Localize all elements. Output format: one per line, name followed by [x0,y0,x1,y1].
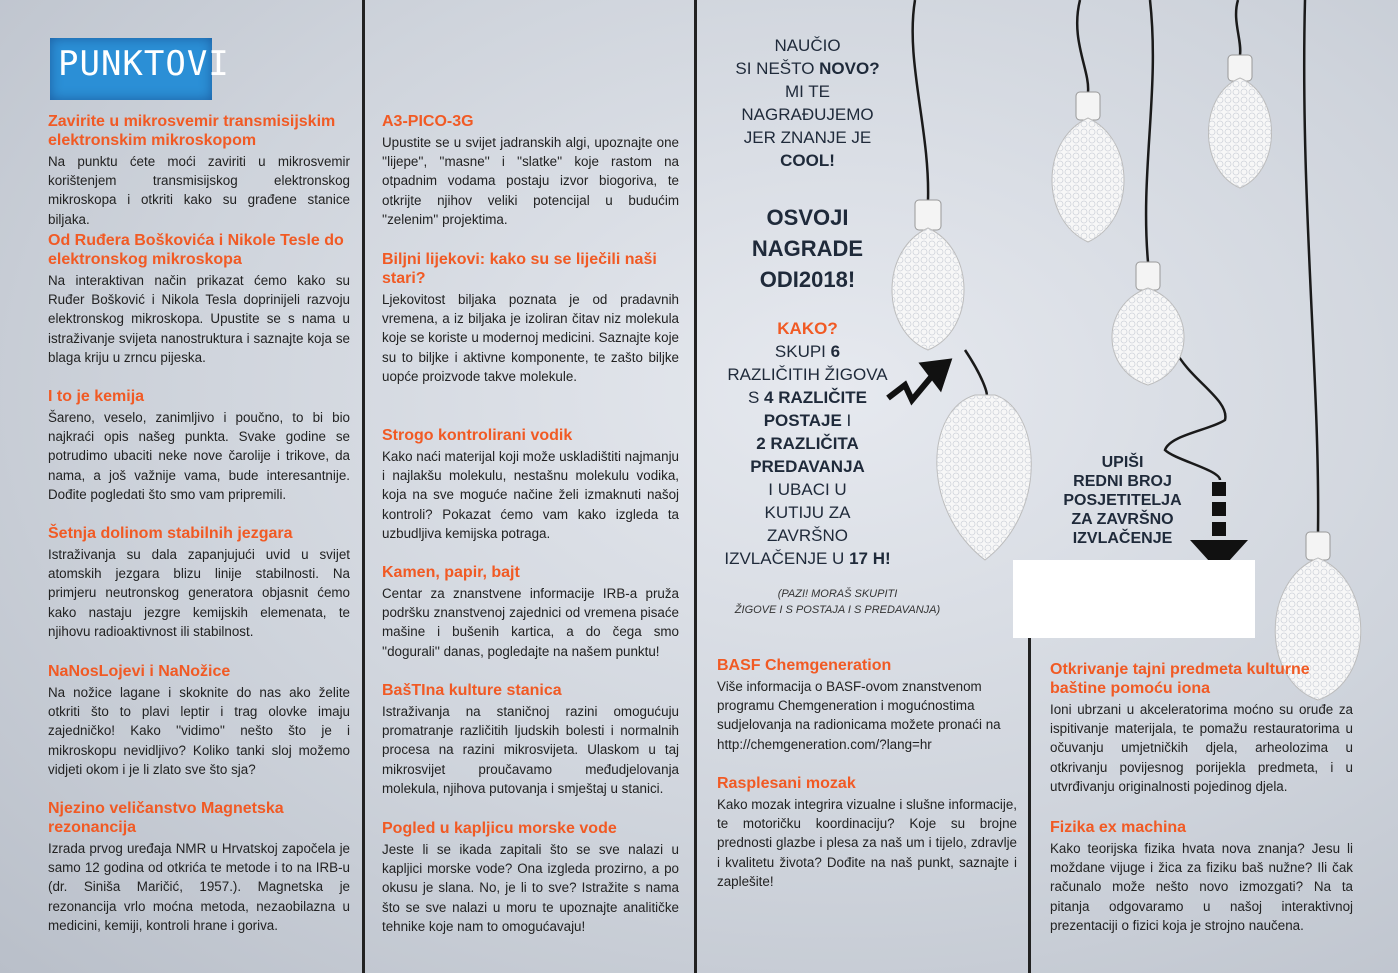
how-bold: PREDAVANJA [750,457,865,476]
how-text: IZVLAČENJE U [724,549,850,568]
section-text: Upustite se u svijet jadranskih algi, upoznajte one ''lijepe'', ''masne'' i ''slatke'' koje rastom na otpadnim vodama postaju izvor biogoriva, te otkrijte njihov veliki potencijal u budućim ''zelenim'' projektima. [382,135,679,227]
how-text: SKUPI [774,342,831,361]
section-col3-0 [717,656,1017,754]
section-text: Na interaktivan način prikazat ćemo kako su Ruđer Bošković i Nikola Tesla doprinijeli razvoju elektronskog mikroskopa. Upustite se s nama u istraživanje svijeta nanostruktura i saznajte koja se blaga kriju u zrncu pijeska. [48,273,350,365]
section-heading: Šetnja dolinom stabilnih jezgara [48,525,293,542]
how-text: I [841,411,852,430]
lightbulb-icon [892,200,964,350]
section-heading: BašTIna kulture stanica [382,682,562,699]
section-col1-1 [48,231,350,367]
section-col1-0 [48,112,350,229]
section-text: Na nožice lagane i skoknite do nas ako želite otkriti što to plavi leptir i trag olovke imaju zajedničko! Kako ''vidimo'' nešto što je i mikroskopu nevidljivo? Koliko tanki sloj možemo vidjeti okom i je li zlato sve što sja? [48,685,350,777]
promo-intro [715,34,900,172]
section-text: Kako mozak integrira vizualne i slušne informacije, te motoričku koordinaciju? Koje su brojne prednosti glazbe i plesa za naš um i tijelo, zdravlje i kvalitetu života? Dođite na naš punkt, saznajte i zaplešite! [717,797,1017,889]
section-col1-4 [48,662,350,779]
section-text: Izrada prvog uređaja NMR u Hrvatskoj započela je samo 12 godina od otkrića te metode i to na IRB-u (dr. Siniša Maričić, 1957.). Magnetska je rezonancija vrlo moćna metoda, nezaobilazna u medicini, kemiji, kontroli hrane i goriva. [48,841,350,933]
how-line: I UBACI U [768,480,847,499]
how-bold: 4 RAZLIČITE [764,388,867,407]
section-text: Više informacija o BASF-ovom znanstvenom programu Chemgeneration i mogućnostima sudjelovanja na radionicama možete pronaći na http://chemgeneration.com/?lang=hr [717,679,1001,752]
how-line [715,409,900,432]
how-bold: 6 [830,342,841,361]
section-heading: Njezino veličanstvo Magnetska rezonancija [48,800,284,836]
section-text: Istraživanja na staničnoj razini omogućuju promatranje različitih ljudskih bolesti i normalnih procesa na razini mikrosvijeta. Ulaskom u taj mikrosvijet proučavamo međudjelovanja molekula, njihova putovanja i smještaj u stanici. [382,704,679,796]
how-line [715,386,900,409]
headline-line: ODI2018! [759,267,856,292]
section-text: Ioni ubrzani u akceleratorima moćno su oruđe za ispitivanje materijala, te pomažu restauratorima u očuvanju umjetničkih djela, arheolozima u otkrivanju povijesnog porijekla predmeta, i u utvrđivanju originalnosti pojedinog djela. [1050,702,1353,794]
section-col1-3 [48,524,350,641]
promo-text: SI NEŠTO [735,59,820,78]
section-text: Na punktu ćete moći zaviriti u mikrosvemir korištenjem transmisijskog elektronskog mikroskopa i otkriti kako su građene stanice biljaka. [48,154,350,227]
section-text: Kako naći materijal koji može uskladištiti najmanju i najlakšu molekulu, nestašnu molekulu vodika, koja na sve moguće načine želi izmaknuti našoj kontroli? Pokazat ćemo vam kako izgleda ta uzbudljiva kemijska potraga. [382,449,679,541]
section-heading: Pogled u kapljicu morske vode [382,820,617,837]
how-text: S [747,388,765,407]
how-line: ZAVRŠNO [767,526,848,545]
section-col2-1 [382,250,679,386]
headline-line: OSVOJI [766,205,849,230]
prompt-line: UPIŠI [1101,454,1144,471]
promo-headline [715,202,900,295]
how-heading: KAKO? [777,319,838,338]
promo-bold: COOL! [780,151,835,170]
how-line [715,432,900,455]
section-text: Istraživanja su dala zapanjujući uvid u svijet atomskih jezgara blizu linije stabilnosti. Na primjeru neutronskog generatora objasnit ćemo kako nastaju jezgre kemijskih elemenata, te njihovu radioaktivnost ili stabilnost. [48,547,350,639]
visitor-number-box[interactable] [1013,560,1255,638]
section-heading: NaNosLojevi i NaNožice [48,663,231,680]
section-heading: Kamen, papir, bajt [382,564,520,581]
section-col2-2 [382,426,679,543]
section-heading: I to je kemija [48,388,145,405]
section-col4-1 [1050,818,1353,935]
promo-line: JER ZNANJE JE [743,128,872,147]
section-text: Ljekovitost biljaka poznata je od pradavnih vremena, a iz biljaka je izoliran čitav niz molekula koje se koriste u modernoj medicini. Saznajte koje su to biljke i aktivne komponente, te zašto biljke uopće proizvode takve molekule. [382,292,679,384]
how-line: RAZLIČITIH ŽIGOVA [727,365,888,384]
promo-line: NAGRAĐUJEMO [741,105,874,124]
section-col3-1 [717,774,1017,891]
how-line [715,455,900,478]
section-text: Šareno, veselo, zanimljivo i poučno, to bi bio najkraći opis našeg punkta. Svake godine se potrudimo ubaciti neke nove čarolije i trikove, da nama, a još važnije vama, bude interesantnije. Dođite pogledati što smo vam pripremili. [48,410,350,502]
how-bold: POSTAJE [763,411,842,430]
section-heading: Rasplesani mozak [717,775,856,792]
section-heading: Od Ruđera Boškovića i Nikole Tesle do elektronskog mikroskopa [48,232,344,268]
section-heading: BASF Chemgeneration [717,657,892,674]
how-line [715,547,900,570]
page-title-banner [50,38,230,100]
section-heading: Zavirite u mikrosvemir transmisijskim elektronskim mikroskopom [48,113,336,149]
promo-how [715,317,900,570]
promo-bold: NOVO? [819,59,880,78]
note-line: ŽIGOVE I S POSTAJA I S PREDAVANJA) [734,604,941,616]
section-text: Kako teorijska fizika hvata nova znanja? Jesu li moždane vijuge i žica za fiziku baš nužne? Ili čak računalo može nešto novo izmozgati? Na ta pitanja odgovaramo u našoj interaktivnoj prezentaciji o fizici koja je strojno naučena. [1050,841,1353,933]
note-line: (PAZI! MORAŠ SKUPITI [777,588,898,600]
how-bold: 2 RAZLIČITA [756,434,859,453]
section-heading: Fizika ex machina [1050,819,1187,836]
headline-line: NAGRADE [751,236,864,261]
section-col2-4 [382,681,679,798]
section-col4-0 [1050,660,1353,796]
section-col2-5 [382,819,679,936]
section-heading: Strogo kontrolirani vodik [382,427,573,444]
prompt-line: POSJETITELJA [1063,492,1182,509]
promo-line: NAUČIO [774,36,841,55]
prompt-line: IZVLAČENJE [1072,530,1173,547]
section-heading: Otkrivanje tajni predmeta kulturne baštine pomoću iona [1050,661,1310,697]
promo-line [715,57,900,80]
section-col2-0 [382,112,679,229]
section-text: Centar za znanstvene informacije IRB-a pruža podršku znanstvenoj zajednici od vremena pisaće mašine i bušenih kartica, a do čega smo ''dogurali'' danas, pogledajte na našem punktu! [382,586,679,659]
section-col2-3 [382,563,679,661]
promo-line [715,149,900,172]
section-heading: Biljni lijekovi: kako su se liječili naši stari? [382,251,657,287]
visitor-number-prompt [1040,453,1205,548]
page-title: PUNKTOVI [58,44,230,84]
section-col1-2 [48,387,350,504]
prompt-line: ZA ZAVRŠNO [1071,511,1174,528]
section-text: Jeste li se ikada zapitali što se sve nalazi u kapljici morske vode? Ona izgleda prozirno, a po okusu je slana. No, je li to sve? Istražite s nama što se sve nalazi u moru te upoznajte analitičke tehnike koje nam to omogućavaju! [382,842,679,934]
section-heading: A3-PICO-3G [382,113,474,130]
how-line: KUTIJU ZA [764,503,851,522]
section-col1-5 [48,799,350,935]
promo-note [715,586,960,618]
promo-line: MI TE [784,82,831,101]
how-line [715,340,900,363]
how-bold: 17 H! [849,549,891,568]
prompt-line: REDNI BROJ [1073,473,1172,490]
